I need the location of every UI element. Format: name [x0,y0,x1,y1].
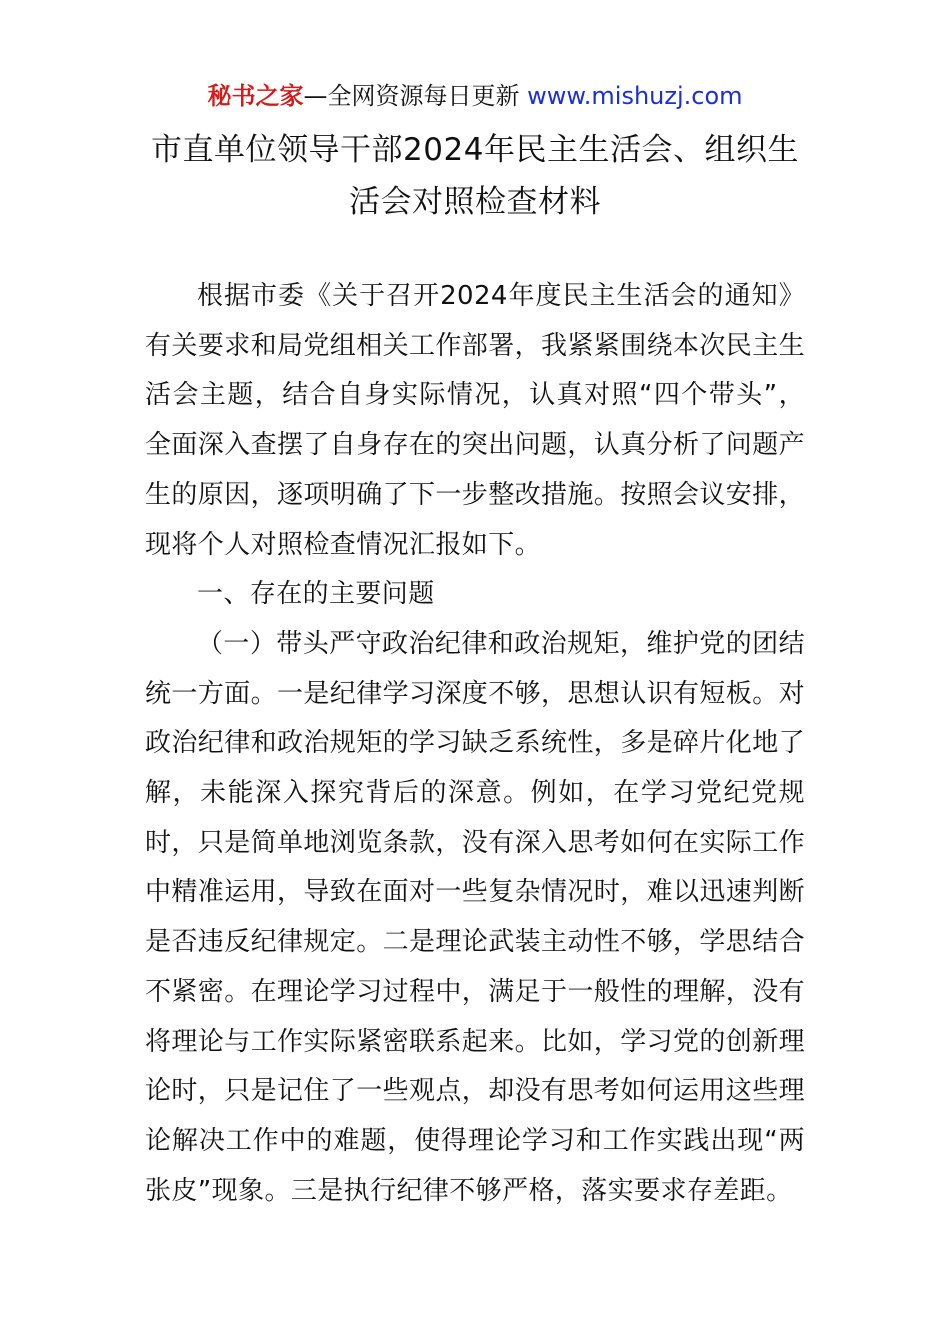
document-body [145,272,805,1216]
site-header [0,80,950,112]
site-url-link[interactable]: www.mishuzj.com [527,82,743,110]
site-brand: 秘书之家 [207,82,304,110]
body-paragraph: （一）带头严守政治纪律和政治规矩，维护党的团结统一方面。一是纪律学习深度不够，思想认识有短板。对政治纪律和政治规矩的学习缺乏系统性，多是碎片化地了解，未能深入探究背后的深意。例如，在学习党纪党规时，只是简单地浏览条款，没有深入思考如何在实际工作中精准运用，导致在面对一些复杂情况时，难以迅速判断是否违反纪律规定。二是理论武装主动性不够，学思结合不紧密。在理论学习过程中，满足于一般性的理解，没有将理论与工作实际紧密联系起来。比如，学习党的创新理论时，只是记住了一些观点，却没有思考如何运用这些理论解决工作中的难题，使得理论学习和工作实践出现“两张皮”现象。三是执行纪律不够严格，落实要求存差距。 [145,628,806,1206]
site-tagline: —全网资源每日更新 [303,82,528,110]
section-heading: 一、存在的主要问题 [197,579,435,610]
intro-paragraph: 根据市委《关于召开2024年度民主生活会的通知》有关要求和局党组相关工作部署，我紧紧围绕本次民主生活会主题，结合自身实际情况，认真对照“四个带头”，全面深入查摆了自身存在的突出问题，认真分析了问题产生的原因，逐项明确了下一步整改措施。按照会议安排，现将个人对照检查情况汇报如下。 [145,281,806,560]
document-title: 市直单位领导干部2024年民主生活会、组织生活会对照检查材料 [151,132,799,220]
